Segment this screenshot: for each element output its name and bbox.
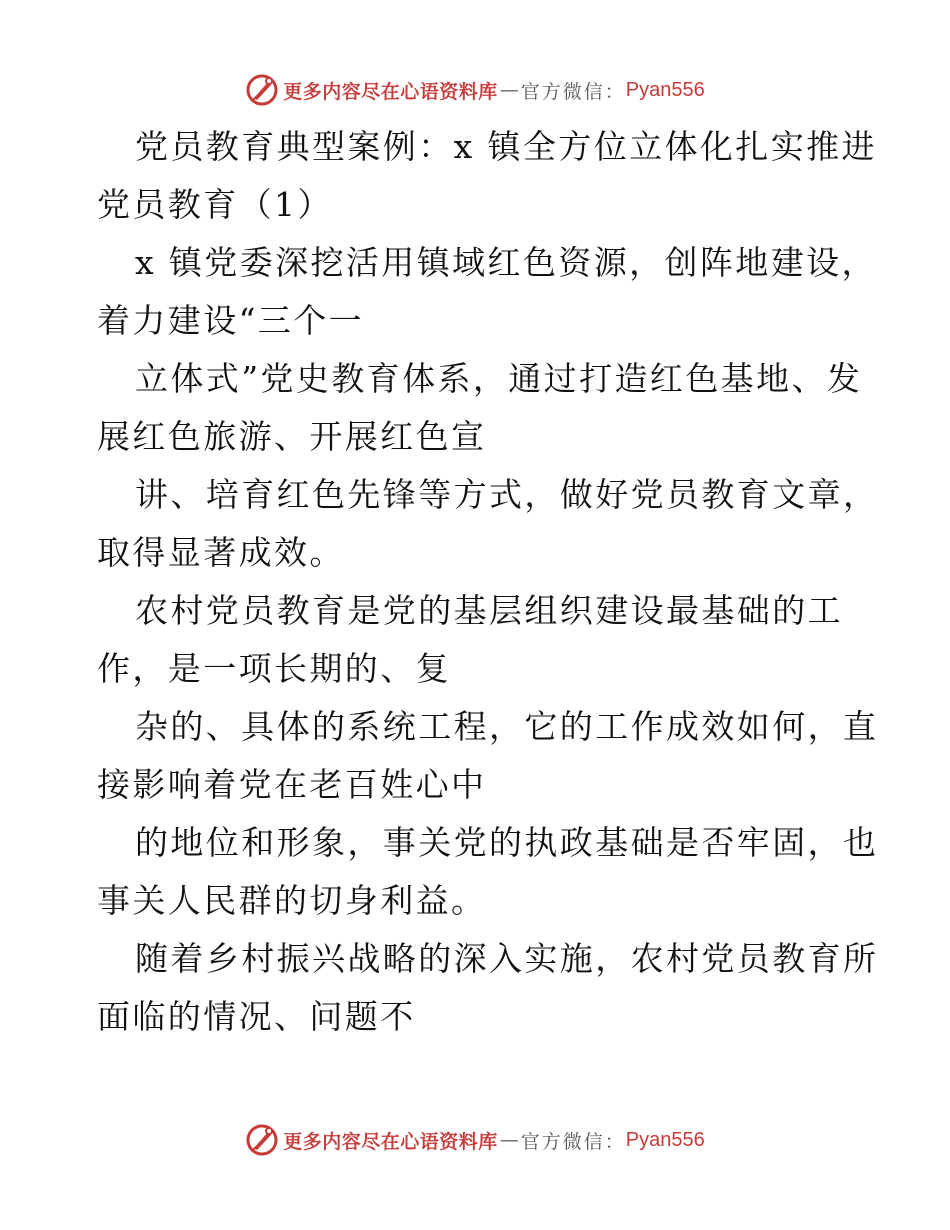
paragraph-line: 面临的情况、问题不	[97, 997, 416, 1036]
watermark-wechat-label: 官方微信：	[520, 80, 626, 103]
paragraph-line: 立体式”党史教育体系，通过打造红色基地、发	[135, 359, 863, 398]
footer-watermark	[0, 1122, 950, 1158]
paragraph-line: 展红色旅游、开展红色宣	[97, 417, 487, 456]
paragraph-line: 事关人民群的切身利益。	[97, 881, 487, 920]
watermark-brand-text: 更多内容尽在心语资料库	[283, 80, 498, 103]
title-line-2: 党员教育（1）	[97, 185, 333, 224]
paragraph-line: 着力建设“三个一	[97, 301, 365, 340]
paragraph-line: 取得显著成效。	[97, 533, 345, 572]
paragraph-line: 的地位和形象，事关党的执政基础是否牢固，也	[135, 823, 879, 862]
paragraph-line: 随着乡村振兴战略的深入实施，农村党员教育所	[135, 939, 879, 978]
document-body	[97, 118, 879, 1046]
red-quill-logo-icon	[245, 73, 279, 107]
header-watermark	[0, 72, 950, 108]
watermark-dash: —	[499, 1129, 519, 1151]
paragraph-line: 农村党员教育是党的基层组织建设最基础的工	[135, 591, 843, 630]
watermark-brand-text: 更多内容尽在心语资料库	[283, 1130, 498, 1153]
paragraph-line: 接影响着党在老百姓心中	[97, 765, 487, 804]
watermark-wechat-label: 官方微信：	[520, 1130, 626, 1153]
paragraph-line: 杂的、具体的系统工程，它的工作成效如何，直	[135, 707, 879, 746]
red-quill-logo-icon	[245, 1123, 279, 1157]
watermark-handle: Pyan556	[625, 1128, 705, 1151]
paragraph-line: 讲、培育红色先锋等方式，做好党员教育文章，	[135, 475, 879, 514]
watermark-handle: Pyan556	[625, 78, 705, 101]
paragraph-line: 作，是一项长期的、复	[97, 649, 451, 688]
paragraph-line: x 镇党委深挖活用镇域红色资源，创阵地建设，	[135, 243, 877, 282]
watermark-dash: —	[499, 79, 519, 101]
title-line-1: 党员教育典型案例：x 镇全方位立体化扎实推进	[135, 127, 877, 166]
